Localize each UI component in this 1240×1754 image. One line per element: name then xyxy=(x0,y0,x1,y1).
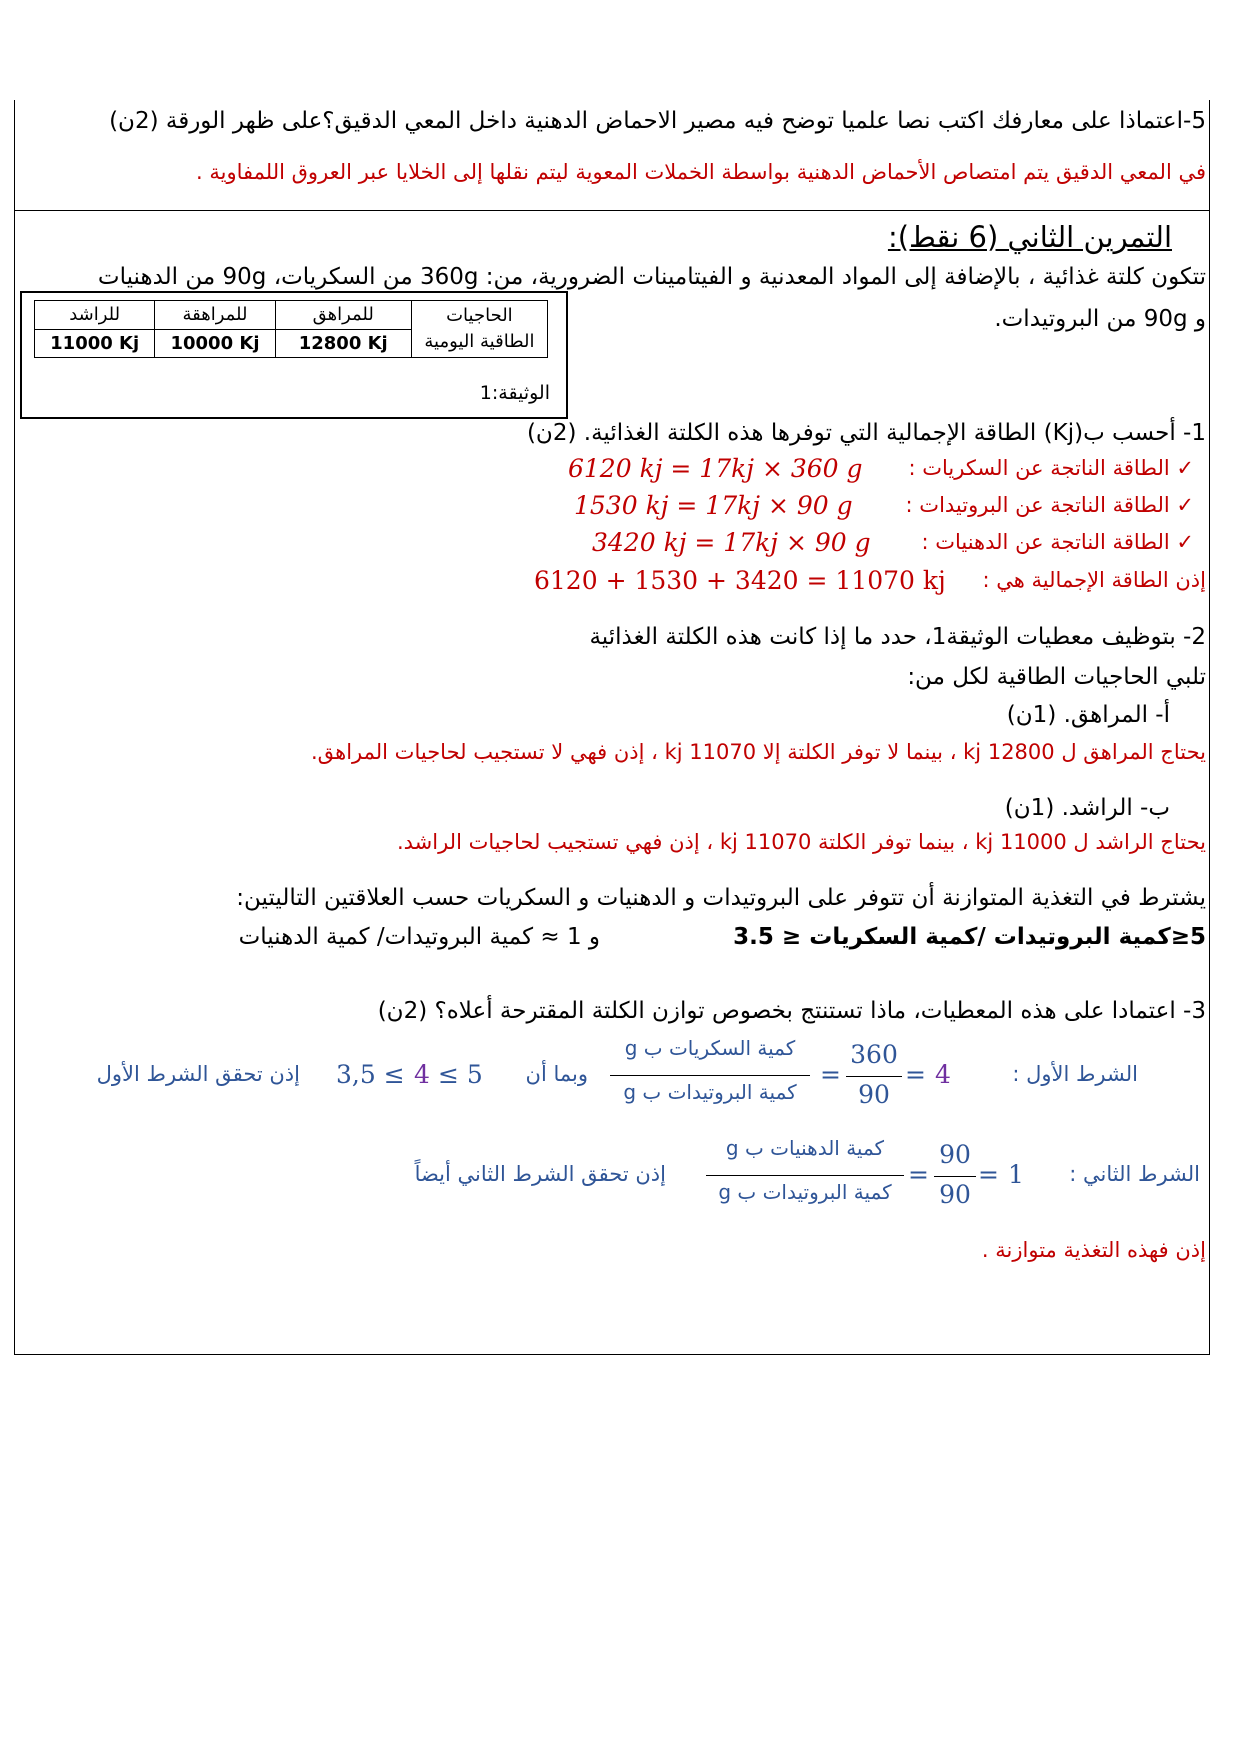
q2a-answer: يحتاج المراهق ل 12800 kj ، بينما لا توفر الكلتة إلا 11070 kj ، إذن فهي لا تستجيب لحاجيات المراهق. xyxy=(310,740,1206,764)
q2-question-line1: 2- بتوظيف معطيات الوثيقة1، حدد ما إذا كانت هذه الكلتة الغذائية xyxy=(589,624,1206,650)
cond2-conclusion: إذن تحقق الشرط الثاني أيضاً xyxy=(414,1162,666,1186)
cond1-num-text: كمية السكريات ب g xyxy=(624,1036,796,1060)
cond2-eq2: = xyxy=(978,1160,999,1189)
q5-answer: في المعي الدقيق يتم امتصاص الأحماض الدهنية بواسطة الخملات المعوية ليتم نقلها إلى الخلايا عبر العروق اللمفاوية . xyxy=(196,160,1206,184)
row-header-line1: الحاجيات xyxy=(446,305,513,326)
q2-question-line2: تلبي الحاجيات الطاقية لكل من: xyxy=(907,664,1206,690)
q3-question: 3- اعتمادا على هذه المعطيات، ماذا تستنتج بخصوص توازن الكلتة المقترحة أعلاه؟ (2ن) xyxy=(377,998,1206,1024)
q1-line3-formula: 3420 kj = 17kj × 90 g xyxy=(592,528,871,557)
cond2-label: الشرط الثاني : xyxy=(1069,1162,1200,1186)
cond2-number-fraction xyxy=(934,1136,976,1216)
balance-relation2: و 1 ≈ كمية البروتيدات/ كمية الدهنيات xyxy=(238,924,600,950)
q2a-label: أ- المراهق. (1ن) xyxy=(1006,702,1170,728)
cond1-eq2: = xyxy=(905,1060,926,1089)
page-frame-bottom xyxy=(14,1354,1210,1355)
cond1-den-text: كمية البروتيدات ب g xyxy=(623,1080,797,1104)
value-adolescent-m: 12800 Kj xyxy=(275,329,411,358)
q1-line1-label: ✓ الطاقة الناتجة عن السكريات : xyxy=(908,456,1194,480)
q1-line3-label: ✓ الطاقة الناتجة عن الدهنيات : xyxy=(921,530,1194,554)
q1-line2-formula: 1530 kj = 17kj × 90 g xyxy=(574,491,853,520)
balance-intro: يشترط في التغذية المتوازنة أن تتوفر على البروتيدات و الدهنيات و السكريات حسب العلاقتين التاليتين: xyxy=(236,885,1206,911)
col-adolescent-f: للمراهقة xyxy=(155,301,275,330)
document1-caption: الوثيقة:1 xyxy=(479,382,550,404)
cond2-num-text: كمية الدهنيات ب g xyxy=(725,1136,885,1160)
cond1-ineq-right: ≤ 5 xyxy=(438,1060,483,1089)
exercise-intro-line1: تتكون كلتة غذائية ، بالإضافة إلى المواد المعدنية و الفيتامينات الضرورية، من: 360g من السكريات، 90g من الدهنيات xyxy=(97,264,1206,290)
q2b-label: ب- الراشد. (1ن) xyxy=(1004,795,1170,821)
q1-line2-label: ✓ الطاقة الناتجة عن البروتيدات : xyxy=(905,493,1194,517)
cond1-num: 360 xyxy=(850,1040,898,1069)
value-adolescent-f: 10000 Kj xyxy=(155,329,275,358)
cond1-label: الشرط الأول : xyxy=(1012,1062,1138,1086)
cond1-since: وبما أن xyxy=(525,1062,588,1086)
cond1-text-bar xyxy=(610,1075,810,1076)
cond1-ineq-mid: 4 xyxy=(414,1060,430,1089)
cond2-den: 90 xyxy=(939,1180,971,1209)
cond1-number-fraction xyxy=(846,1036,902,1116)
cond1-eq1: = xyxy=(820,1060,841,1089)
cond2-value: 1 xyxy=(1008,1160,1024,1189)
cond1-bar xyxy=(846,1076,902,1077)
cond2-eq1: = xyxy=(908,1160,929,1189)
col-adolescent-m: للمراهق xyxy=(275,301,411,330)
q2b-answer: يحتاج الراشد ل 11000 kj ، بينما توفر الكلتة 11070 kj ، إذن فهي تستجيب لحاجيات الراشد. xyxy=(396,830,1206,854)
balance-relation1: 5≤كمية البروتيدات /كمية السكريات ≤ 3.5 xyxy=(733,924,1206,950)
cond2-num: 90 xyxy=(939,1140,971,1169)
q1-line1-formula: 6120 kj = 17kj × 360 g xyxy=(568,454,863,483)
cond1-den: 90 xyxy=(858,1080,890,1109)
cond1-conclusion: إذن تحقق الشرط الأول xyxy=(96,1062,300,1086)
q1-question: 1- أحسب ب(Kj) الطاقة الإجمالية التي توفرها هذه الكلتة الغذائية. (2ن) xyxy=(526,420,1206,446)
exercise-intro-line2: و 90g من البروتيدات. xyxy=(994,306,1206,332)
cond1-ineq-left: 3,5 ≤ xyxy=(336,1060,405,1089)
q1-total-formula: 6120 + 1530 + 3420 = 11070 kj xyxy=(534,566,946,595)
exercise-title: التمرين الثاني (6 نقط): xyxy=(887,220,1172,254)
col-adult: للراشد xyxy=(35,301,155,330)
cond1-text-fraction xyxy=(610,1030,810,1120)
cond2-text-fraction xyxy=(706,1130,904,1220)
cond2-den-text: كمية البروتيدات ب g xyxy=(718,1180,892,1204)
row-header-line2: الطاقية اليومية xyxy=(424,331,535,352)
q1-total-label: إذن الطاقة الإجمالية هي : xyxy=(982,568,1206,592)
document1-table xyxy=(34,300,548,358)
q3-final: إذن فهذه التغذية متوازنة . xyxy=(981,1238,1206,1262)
value-adult: 11000 Kj xyxy=(35,329,155,358)
cond2-text-bar xyxy=(706,1175,904,1176)
row-header xyxy=(411,301,547,358)
cond2-bar xyxy=(934,1176,976,1177)
cond1-value: 4 xyxy=(935,1060,951,1089)
q5-question: 5-اعتماذا على معارفك اكتب نصا علميا توضح فيه مصير الاحماض الدهنية داخل المعي الدقيق؟على ظهر الورقة (2ن) xyxy=(109,108,1206,134)
